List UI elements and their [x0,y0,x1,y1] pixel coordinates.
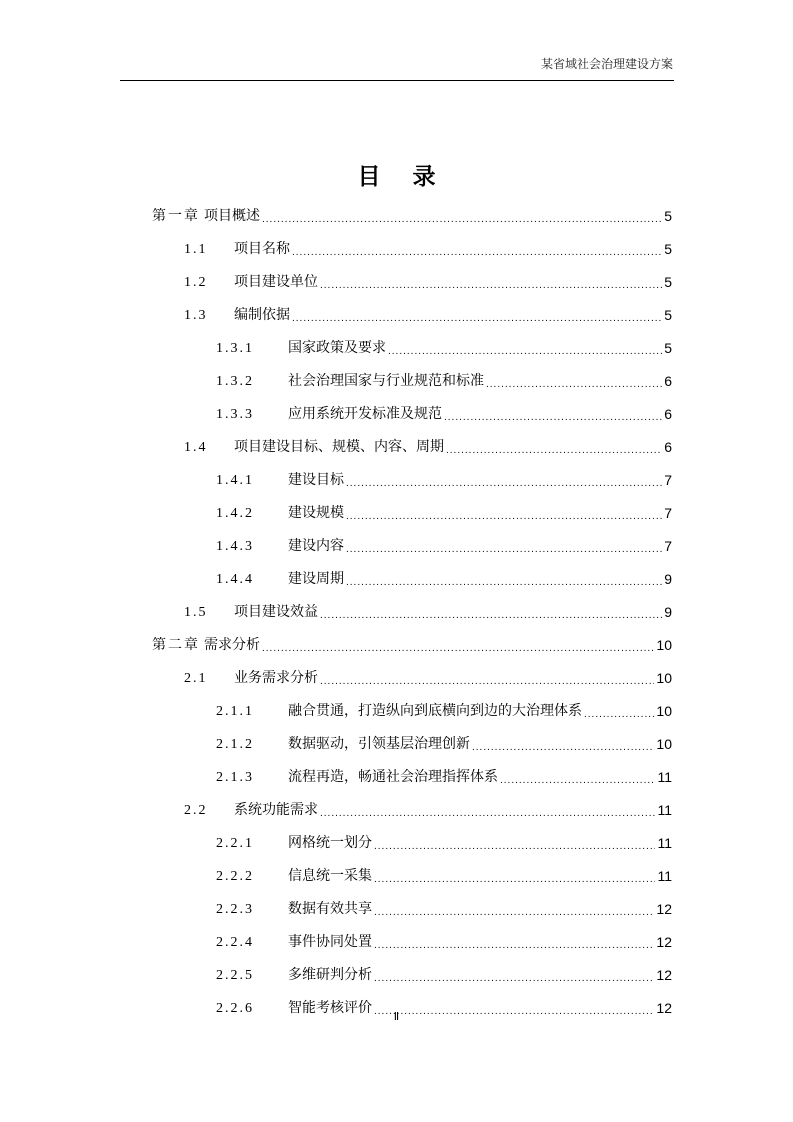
toc-leader-dots [320,669,654,695]
toc-entry-page: 7 [664,538,672,554]
toc-entry[interactable] [152,332,672,365]
toc-entry-number: 1.4.3 [216,539,254,554]
toc-entry-label: 项目概述 [204,208,260,224]
toc-entry-label: 流程再造，畅通社会治理指挥体系 [288,769,498,785]
toc-entry[interactable] [152,596,672,629]
toc-leader-dots [346,570,662,596]
toc-entry-label: 业务需求分析 [234,670,318,686]
toc-entry-page: 12 [656,901,672,917]
toc-entry-number: 1.4.2 [216,506,254,521]
toc-leader-dots [320,273,662,299]
toc-entry-page: 6 [664,406,672,422]
toc-entry-page: 10 [656,736,672,752]
toc-leader-dots [320,603,662,629]
toc-entry-number: 1.4.1 [216,473,254,488]
toc-entry[interactable] [152,431,672,464]
toc-entry-number: 1.3.2 [216,374,254,389]
toc-entry-number: 2.2 [184,803,208,818]
toc-leader-dots [346,504,662,530]
toc-entry-label: 国家政策及要求 [288,340,386,356]
toc-entry-page: 5 [664,274,672,290]
toc-entry-label: 数据驱动，引领基层治理创新 [288,736,470,752]
toc-entry-page: 12 [656,967,672,983]
toc-leader-dots [292,240,662,266]
toc-entry[interactable] [152,233,672,266]
toc-entry[interactable] [152,860,672,893]
header-divider [120,80,674,81]
toc-entry-number: 2.2.3 [216,902,254,917]
toc-entry-label: 建设规模 [288,505,344,521]
toc-leader-dots [486,372,662,398]
toc-leader-dots [472,735,654,761]
toc-entry-number: 第一章 [152,209,200,224]
toc-entry-number: 1.5 [184,605,208,620]
toc-entry-page: 12 [656,934,672,950]
toc-leader-dots [320,801,655,827]
toc-entry-label: 建设内容 [288,538,344,554]
toc-entry-label: 网格统一划分 [288,835,372,851]
toc-entry-page: 10 [656,637,672,653]
toc-entry-number: 2.1.1 [216,704,254,719]
toc-entry-label: 项目建设目标、规模、内容、周期 [234,439,444,455]
toc-leader-dots [262,636,654,662]
toc-entry-label: 数据有效共享 [288,901,372,917]
toc-entry-label: 智能考核评价 [288,1000,372,1016]
toc-entry-number: 1.2 [184,275,208,290]
toc-entry-number: 2.2.2 [216,869,254,884]
toc-entry-label: 项目名称 [234,241,290,257]
toc-entry[interactable] [152,629,672,662]
toc-entry[interactable] [152,365,672,398]
toc-entry-label: 应用系统开发标准及规范 [288,406,442,422]
page-number: Ⅱ [393,1011,400,1023]
toc-entry-label: 项目建设单位 [234,274,318,290]
toc-leader-dots [584,702,654,728]
toc-entry-label: 融合贯通，打造纵向到底横向到边的大治理体系 [288,703,582,719]
toc-leader-dots [292,306,662,332]
toc-entry-page: 9 [664,604,672,620]
toc-entry[interactable] [152,926,672,959]
toc-entry-number: 1.1 [184,242,208,257]
toc-entry-label: 编制依据 [234,307,290,323]
toc-leader-dots [374,867,655,893]
toc-entry-number: 2.2.4 [216,935,254,950]
toc-entry-number: 第二章 [152,638,200,653]
toc-leader-dots [446,438,662,464]
toc-entry[interactable] [152,398,672,431]
toc-entry[interactable] [152,530,672,563]
toc-entry-number: 2.2.1 [216,836,254,851]
toc-entry-label: 需求分析 [204,637,260,653]
toc-entry-label: 项目建设效益 [234,604,318,620]
toc-entry[interactable] [152,761,672,794]
toc-entry-number: 1.4.4 [216,572,254,587]
toc-entry-page: 7 [664,505,672,521]
toc-entry[interactable] [152,299,672,332]
toc-entry-number: 2.2.5 [216,968,254,983]
toc-leader-dots [374,966,654,992]
toc-entry-page: 6 [664,439,672,455]
toc-leader-dots [374,834,655,860]
toc-entry-number: 2.1 [184,671,208,686]
toc-entry-page: 11 [657,802,672,818]
toc-entry[interactable] [152,563,672,596]
toc-entry-page: 7 [664,472,672,488]
toc-entry[interactable] [152,893,672,926]
toc-leader-dots [374,933,654,959]
toc-entry-number: 1.3.3 [216,407,254,422]
toc-entry[interactable] [152,200,672,233]
toc-entry-number: 1.3 [184,308,208,323]
toc-leader-dots [262,207,662,233]
toc-entry[interactable] [152,662,672,695]
toc-entry-label: 建设周期 [288,571,344,587]
table-of-contents [152,200,672,1025]
toc-entry[interactable] [152,464,672,497]
toc-entry[interactable] [152,827,672,860]
toc-entry-number: 2.1.3 [216,770,254,785]
toc-entry[interactable] [152,794,672,827]
toc-entry-page: 11 [657,868,672,884]
toc-entry-page: 5 [664,241,672,257]
toc-leader-dots [346,537,662,563]
toc-entry[interactable] [152,695,672,728]
toc-leader-dots [346,471,662,497]
toc-leader-dots [388,339,662,365]
toc-entry[interactable] [152,728,672,761]
toc-entry[interactable] [152,497,672,530]
toc-entry-page: 12 [656,1000,672,1016]
toc-entry-number: 2.2.6 [216,1001,254,1016]
toc-entry-label: 多维研判分析 [288,967,372,983]
toc-entry-page: 9 [664,571,672,587]
toc-leader-dots [500,768,655,794]
toc-leader-dots [444,405,662,431]
toc-entry-number: 2.1.2 [216,737,254,752]
toc-entry-page: 11 [657,835,672,851]
toc-entry-page: 10 [656,703,672,719]
toc-entry-label: 事件协同处置 [288,934,372,950]
toc-title: 目 录 [357,163,448,190]
toc-entry-label: 社会治理国家与行业规范和标准 [288,373,484,389]
toc-leader-dots [374,900,654,926]
toc-entry[interactable] [152,266,672,299]
toc-entry-page: 6 [664,373,672,389]
toc-entry-label: 信息统一采集 [288,868,372,884]
toc-entry[interactable] [152,959,672,992]
toc-entry-page: 5 [664,307,672,323]
toc-entry-number: 1.3.1 [216,341,254,356]
toc-entry-page: 10 [656,670,672,686]
toc-entry-label: 建设目标 [288,472,344,488]
toc-entry-number: 1.4 [184,440,208,455]
toc-entry-page: 11 [657,769,672,785]
toc-entry-label: 系统功能需求 [234,802,318,818]
running-header: 某省域社会治理建设方案 [540,57,673,71]
toc-entry-page: 5 [664,340,672,356]
toc-entry-page: 5 [664,208,672,224]
